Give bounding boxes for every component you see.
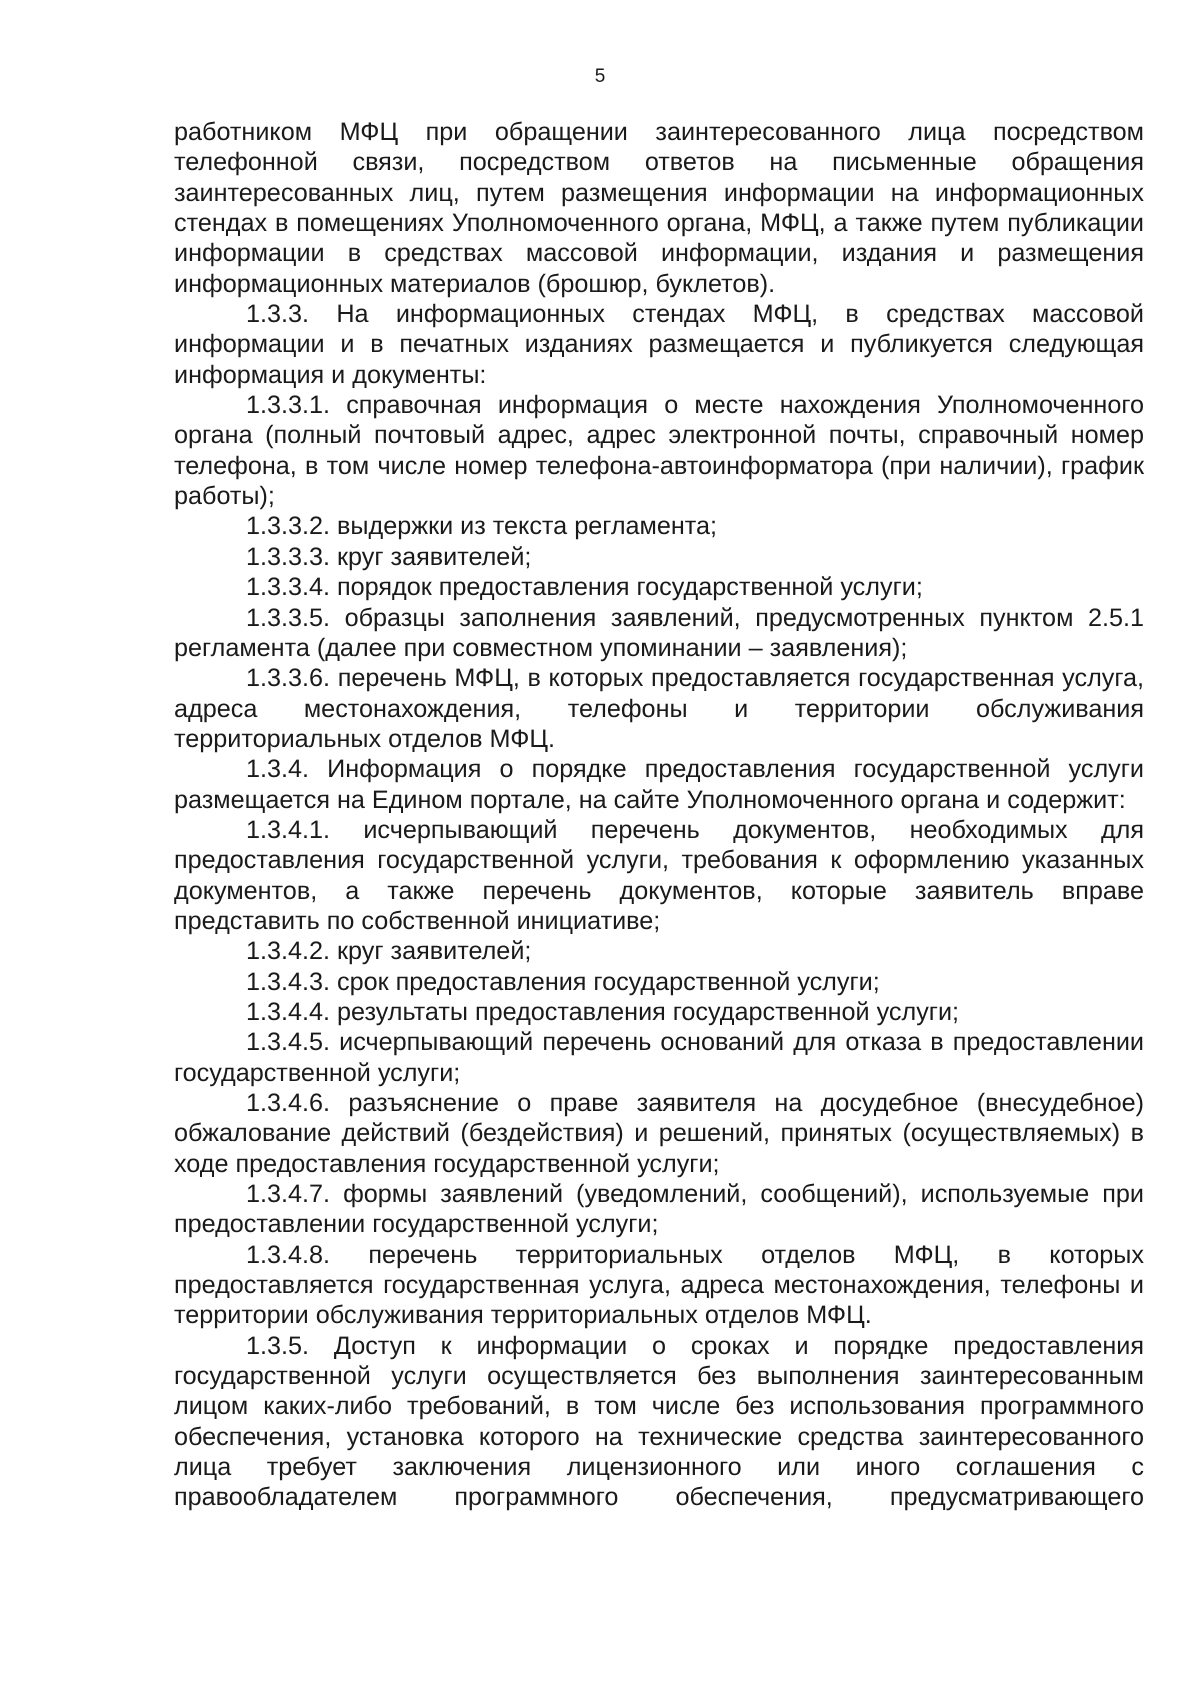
paragraph-1-3-4: 1.3.4. Информация о порядке предоставления государственной услуги размещается на Едином портале, на сайте Уполномоченного органа и содержит: xyxy=(174,755,1144,814)
paragraph-1-3-3-2: 1.3.3.2. выдержки из текста регламента; xyxy=(246,512,718,541)
paragraph-1-3-4-1: 1.3.4.1. исчерпывающий перечень документов, необходимых для предоставления государственной услуги, требования к оформлению указанных документов, а также перечень документов, которые заявитель вправе представить по собственной инициативе; xyxy=(174,815,1144,935)
paragraph-1-3-4-8: 1.3.4.8. перечень территориальных отделов МФЦ, в которых предоставляется государственная услуга, адреса местонахождения, телефоны и территории обслуживания территориальных отделов МФЦ. xyxy=(174,1240,1144,1330)
paragraph-1-3-3-1: 1.3.3.1. справочная информация о месте нахождения Уполномоченного органа (полный почтовый адрес, адрес электронной почты, справочный номер телефона, в том числе номер телефона-автоинформатора (при наличии), график работы); xyxy=(174,391,1144,511)
paragraph-1-3-4-5: 1.3.4.5. исчерпывающий перечень оснований для отказа в предоставлении государственной услуги; xyxy=(174,1028,1144,1087)
paragraph-1-3-5: 1.3.5. Доступ к информации о сроках и порядке предоставления государственной услуги осуществляется без выполнения заинтересованным лицом каких-либо требований, в том числе без использования программного обеспечения, установка которого на технические средства заинтересованного лица требует заключения лицензионного или иного соглашения с правообладателем программного обеспечения, предусматривающего xyxy=(174,1331,1144,1512)
paragraph-1-3-4-4: 1.3.4.4. результаты предоставления государственной услуги; xyxy=(246,997,960,1026)
paragraph-1-3-3-4: 1.3.3.4. порядок предоставления государственной услуги; xyxy=(246,573,923,602)
paragraph-continuation: работником МФЦ при обращении заинтересованного лица посредством телефонной связи, посредством ответов на письменные обращения заинтересованных лиц, путем размещения информации на информационных стендах в помещениях Уполномоченного органа, МФЦ, а также путем публикации информации в средствах массовой информации, издания и размещения информационных материалов (брошюр, буклетов). xyxy=(174,118,1144,298)
paragraph-1-3-3-5: 1.3.3.5. образцы заполнения заявлений, предусмотренных пунктом 2.5.1 регламента (далее при совместном упоминании – заявления); xyxy=(174,603,1144,662)
document-body xyxy=(174,117,1144,1513)
paragraph-1-3-3-6: 1.3.3.6. перечень МФЦ, в которых предоставляется государственная услуга, адреса местонахождения, телефоны и территории обслуживания территориальных отделов МФЦ. xyxy=(174,664,1144,753)
paragraph-1-3-4-7: 1.3.4.7. формы заявлений (уведомлений, сообщений), используемые при предоставлении государственной услуги; xyxy=(174,1180,1144,1239)
paragraph-1-3-4-2: 1.3.4.2. круг заявителей; xyxy=(246,937,532,966)
page-number: 5 xyxy=(594,66,606,87)
paragraph-1-3-3-3: 1.3.3.3. круг заявителей; xyxy=(246,542,532,571)
paragraph-1-3-4-3: 1.3.4.3. срок предоставления государственной услуги; xyxy=(246,967,880,996)
paragraph-1-3-4-6: 1.3.4.6. разъяснение о праве заявителя на досудебное (внесудебное) обжалование действий (бездействия) и решений, принятых (осуществляемых) в ходе предоставления государственной услуги; xyxy=(174,1089,1144,1178)
paragraph-1-3-3: 1.3.3. На информационных стендах МФЦ, в средствах массовой информации и в печатных изданиях размещается и публикуется следующая информация и документы: xyxy=(174,300,1144,389)
